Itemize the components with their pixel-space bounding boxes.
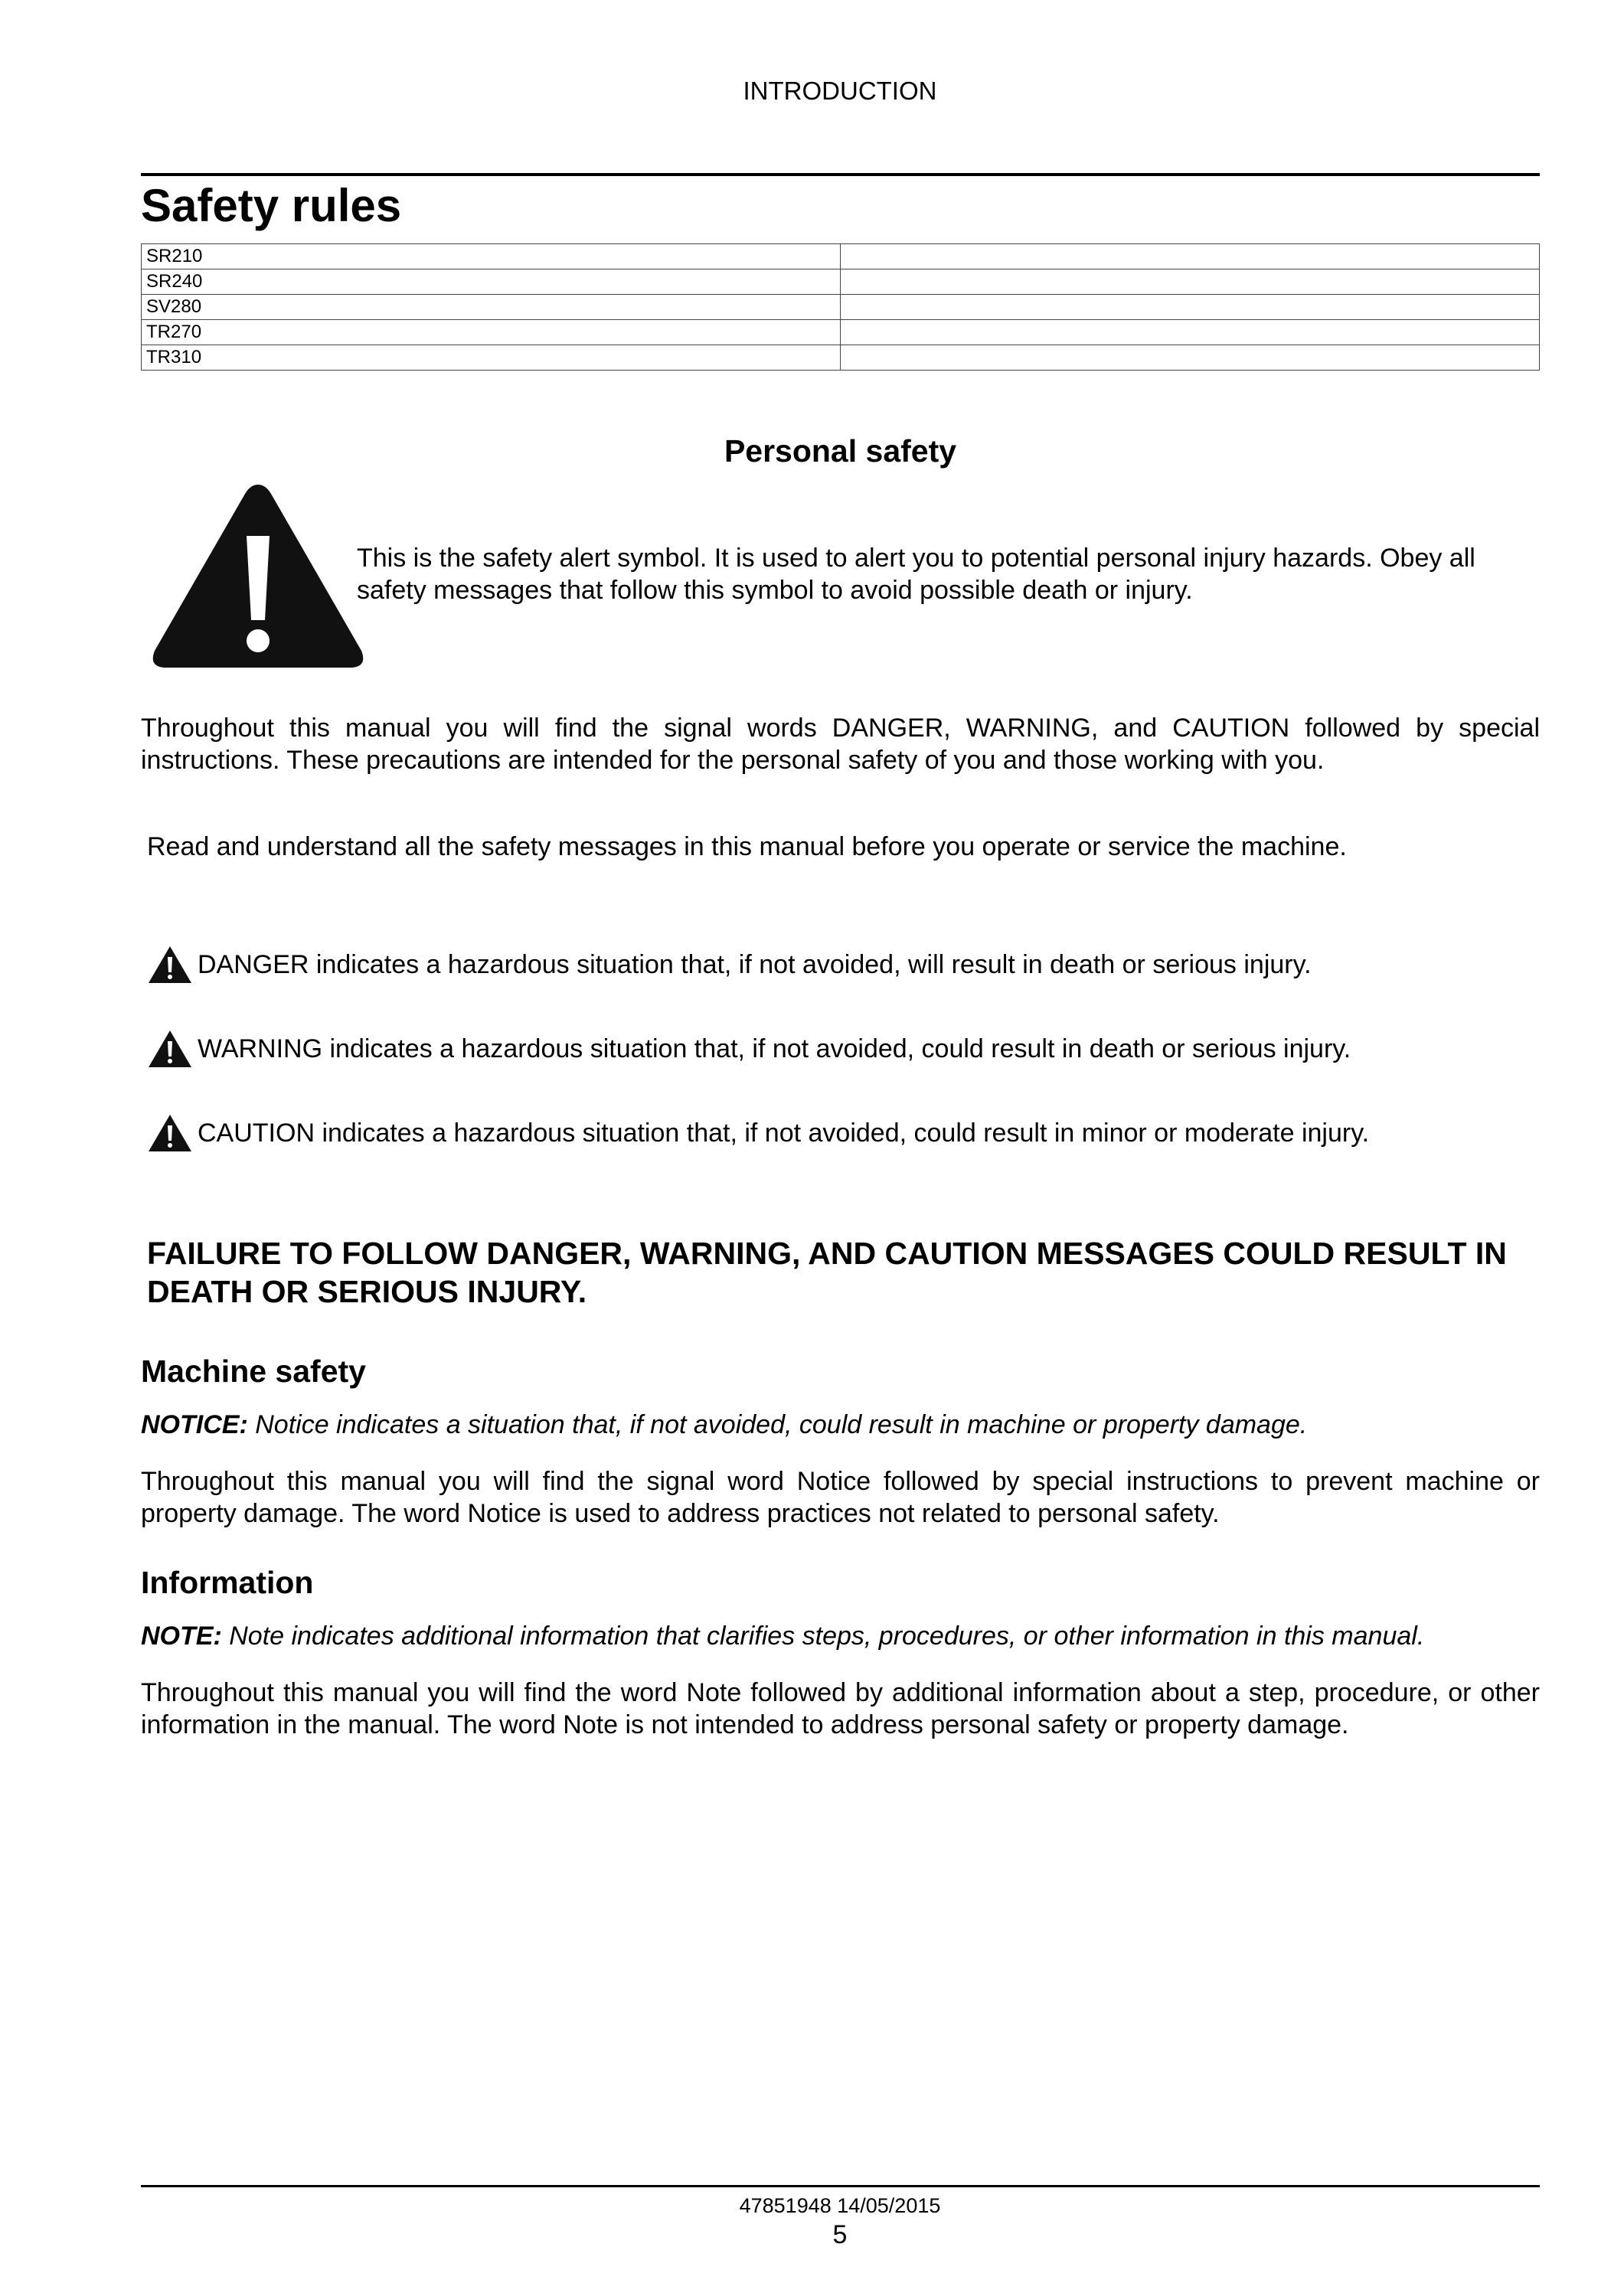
table-row <box>142 295 1540 320</box>
machine-safety-paragraph: Throughout this manual you will find the signal word Notice followed by special instructions to prevent machine or property damage. The word Notice is used to address practices not related to personal safety. <box>141 1467 1540 1528</box>
header-rule <box>141 173 1540 176</box>
alert-symbol-text: This is the safety alert symbol. It is used to alert you to potential personal injury hazards. Obey all safety messages that follow this symbol to avoid possible death or injury. <box>357 544 1475 605</box>
table-row <box>142 269 1540 295</box>
warning-triangle-icon <box>147 945 193 985</box>
warning-text: WARNING indicates a hazardous situation that, if not avoided, could result in death or serious injury. <box>198 1034 1351 1063</box>
note-label: NOTE: <box>141 1622 222 1651</box>
model-cell: SR210 <box>142 244 841 269</box>
warning-statement <box>147 1029 1351 1069</box>
note-text: Note indicates additional information that clarifies steps, procedures, or other information in this manual. <box>229 1622 1425 1651</box>
warning-triangle-icon <box>147 1113 193 1153</box>
danger-text: DANGER indicates a hazardous situation that, if not avoided, will result in death or serious injury. <box>198 950 1312 979</box>
personal-safety-heading: Personal safety <box>724 433 957 469</box>
page-number: 5 <box>832 2220 848 2249</box>
note-statement <box>141 1620 1540 1652</box>
footer-rule <box>141 2185 1540 2187</box>
running-header: INTRODUCTION <box>743 77 937 105</box>
danger-statement <box>147 945 1312 985</box>
caution-text: CAUTION indicates a hazardous situation that, if not avoided, could result in minor or moderate injury. <box>198 1119 1370 1148</box>
signal-words-paragraph: Throughout this manual you will find the signal words DANGER, WARNING, and CAUTION followed by special instructions. These precautions are intended for the personal safety of you and those working with you. <box>141 714 1540 775</box>
information-heading: Information <box>141 1565 314 1600</box>
model-table <box>141 243 1540 371</box>
page-title: Safety rules <box>141 180 402 231</box>
warning-triangle-icon <box>147 1029 193 1069</box>
caution-statement <box>147 1113 1369 1153</box>
table-row <box>142 244 1540 269</box>
model-cell: TR310 <box>142 345 841 371</box>
failure-warning: FAILURE TO FOLLOW DANGER, WARNING, AND CAUTION MESSAGES COULD RESULT IN DEATH OR SERIOUS INJURY. <box>147 1236 1507 1309</box>
model-cell: TR270 <box>142 320 841 345</box>
read-understand-paragraph: Read and understand all the safety messages in this manual before you operate or service the machine. <box>147 832 1347 861</box>
document-reference: 47851948 14/05/2015 <box>739 2194 941 2217</box>
information-paragraph: Throughout this manual you will find the word Note followed by additional information about a step, procedure, or other information in the manual. The word Note is not intended to address personal safety or property damage. <box>141 1678 1540 1739</box>
machine-safety-heading: Machine safety <box>141 1354 366 1389</box>
notice-text: Notice indicates a situation that, if not avoided, could result in machine or property damage. <box>255 1410 1308 1439</box>
notice-statement <box>141 1409 1540 1441</box>
model-cell: SR240 <box>142 269 841 295</box>
table-row <box>142 320 1540 345</box>
notice-label: NOTICE: <box>141 1410 248 1439</box>
safety-alert-icon <box>147 478 369 678</box>
model-cell: SV280 <box>142 295 841 320</box>
table-row <box>142 345 1540 371</box>
